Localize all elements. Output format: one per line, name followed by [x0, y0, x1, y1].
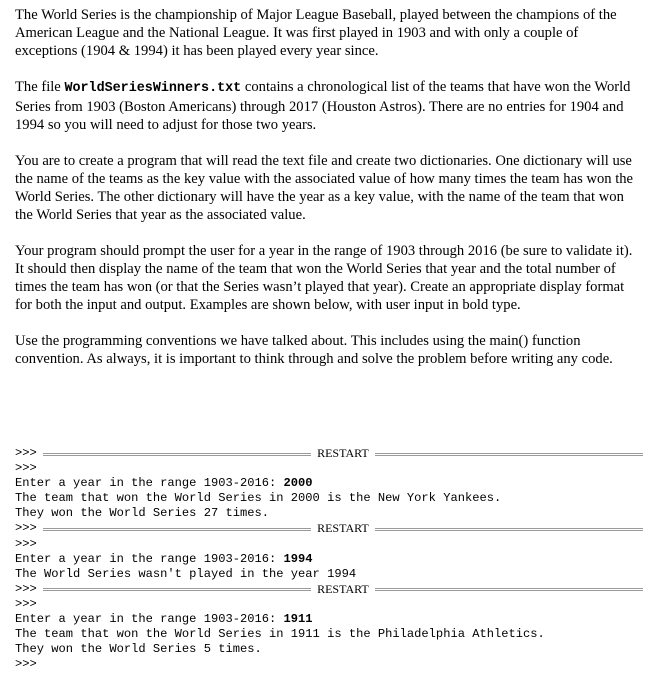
paragraph-intro: The World Series is the championship of Major League Baseball, played between the champions of the American League and the National League. It was first played in 1903 and with only a couple of exceptions (1904 & 1994) it has been played every year since.: [15, 7, 617, 59]
filename: WorldSeriesWinners.txt: [64, 81, 242, 96]
restart-line: [15, 582, 643, 597]
console-prompt: >>>: [15, 461, 37, 476]
console-output-line: The team that won the World Series in 1911 is the Philadelphia Athletics.: [15, 627, 545, 642]
console-input-line: [15, 476, 643, 491]
input-prompt: Enter a year in the range 1903-2016:: [15, 551, 284, 566]
restart-label: RESTART: [317, 581, 369, 596]
console-output-line: They won the World Series 5 times.: [15, 642, 262, 657]
user-input: 2000: [283, 476, 313, 491]
restart-rule: [43, 528, 311, 531]
restart-rule: [43, 588, 311, 591]
restart-label: RESTART: [317, 446, 369, 460]
console-input-line: [15, 552, 643, 567]
console-prompt: >>>: [15, 596, 37, 611]
restart-rule: [375, 528, 643, 531]
restart-rule: [43, 453, 311, 456]
paragraph-file-after: contains a chronological list of the teams that have won the World Series from 1903 (Boston Americans) through 2017 (Houston Astros). There are no entries for 1904 and 1994 so you will need to adjust for those two years.: [15, 79, 631, 133]
assignment-text: [15, 6, 643, 386]
console-prompt: >>>: [15, 657, 37, 672]
console-output-line: The team that won the World Series in 2000 is the New York Yankees.: [15, 491, 502, 506]
input-prompt: Enter a year in the range 1903-2016:: [15, 476, 284, 491]
paragraph-conventions: Use the programming conventions we have talked about. This includes using the main() function convention. As always, it is important to think through and solve the problem before writing any code.: [15, 333, 613, 367]
console-output: [15, 446, 643, 672]
console-prompt: >>>: [15, 521, 37, 536]
user-input: 1994: [283, 551, 313, 566]
restart-rule: [375, 588, 643, 591]
paragraph-program-behavior: Your program should prompt the user for a year in the range of 1903 through 2016 (be sure to validate it). It should then display the name of the team that won the World Series that year and the total number of times the team has won (or that the Series wasn’t played that year). Create an appropriate display format for both the input and output. Examples are shown below, with user input in bold type.: [15, 243, 633, 313]
paragraph-dictionaries: You are to create a program that will read the text file and create two dictionaries. One dictionary will use the name of the teams as the key value with the associated value of how many times the team has won the World Series. The other dictionary will have the year as a key value, with the name of the team that won the World Series that year as the associated value.: [15, 153, 634, 223]
console-prompt: >>>: [15, 446, 37, 460]
restart-line: [15, 446, 643, 461]
paragraph-file-before: The file: [15, 79, 65, 95]
console-output-line: The World Series wasn't played in the year 1994: [15, 566, 357, 581]
restart-label: RESTART: [317, 521, 369, 536]
user-input: 1911: [283, 612, 313, 627]
console-prompt: >>>: [15, 536, 37, 551]
console-output-line: They won the World Series 27 times.: [15, 506, 270, 521]
restart-line: [15, 521, 643, 536]
input-prompt: Enter a year in the range 1903-2016:: [15, 612, 284, 627]
console-input-line: [15, 612, 643, 627]
console-prompt: >>>: [15, 581, 37, 596]
paragraph-file-description: [15, 78, 643, 134]
restart-rule: [375, 453, 643, 456]
